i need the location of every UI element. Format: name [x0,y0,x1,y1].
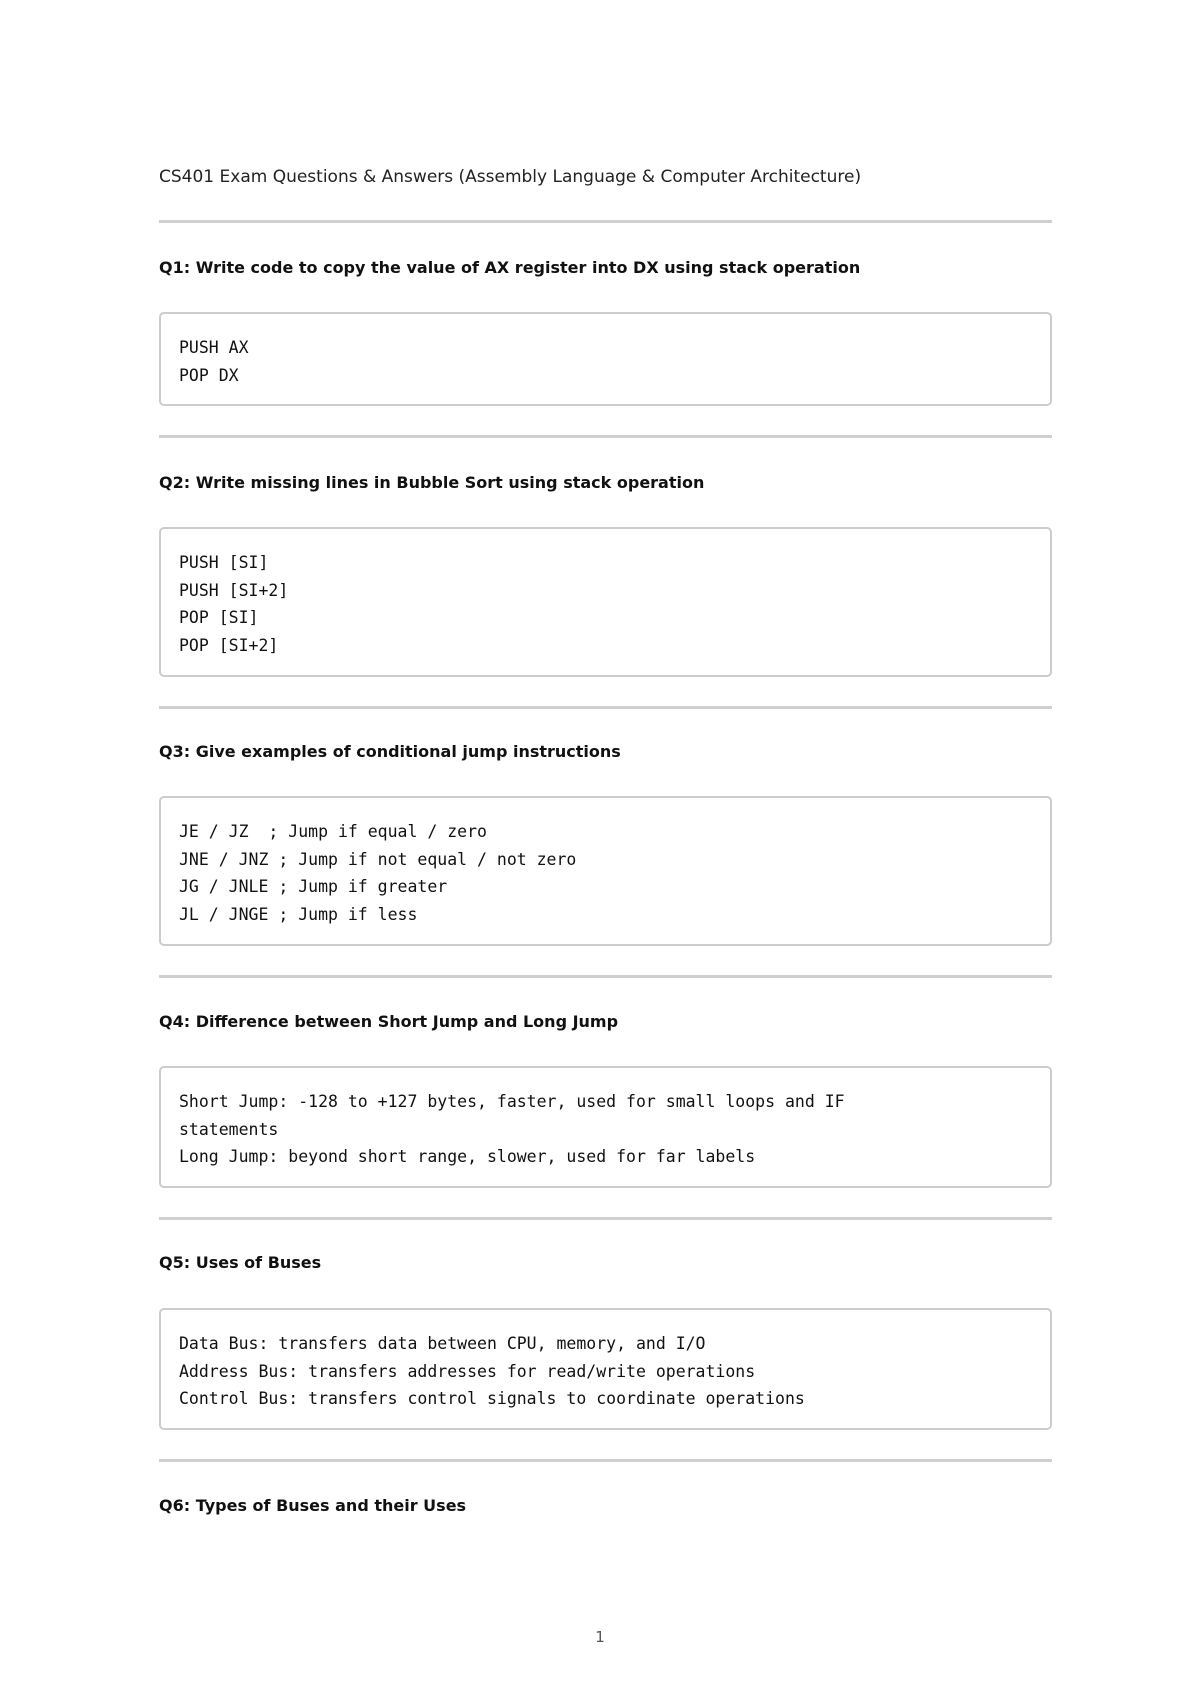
question-6-heading: Q6: Types of Buses and their Uses [159,1496,467,1515]
question-3-heading: Q3: Give examples of conditional jump instructions [159,742,621,761]
question-2-answer-box [159,527,1052,677]
question-5-heading: Q5: Uses of Buses [159,1253,322,1272]
code-line: Data Bus: transfers data between CPU, memory, and I/O [179,1334,706,1353]
page-number: 1 [595,1628,605,1646]
code-line: JE / JZ ; Jump if equal / zero [179,822,487,841]
code-line: PUSH AX [179,338,249,357]
section-divider [159,1217,1052,1220]
question-5-answer-box [159,1308,1052,1430]
code-line: POP [SI+2] [179,635,279,655]
document-title: CS401 Exam Questions & Answers (Assembly Language & Computer Architecture) [159,167,862,187]
code-line: JG / JNLE ; Jump if greater [179,877,448,896]
code-line: PUSH [SI+2] [179,580,289,600]
section-divider [159,706,1052,709]
code-line: JL / JNGE ; Jump if less [179,904,418,924]
question-1-answer-box [159,312,1052,406]
section-divider [159,1459,1052,1462]
code-line: POP DX [179,365,239,385]
question-4-answer-box [159,1066,1052,1188]
code-line: Control Bus: transfers control signals to coordinate operations [179,1389,805,1408]
section-divider [159,435,1052,438]
section-divider [159,220,1052,223]
code-line: POP [SI] [179,608,259,627]
code-line: statements [179,1119,279,1139]
code-line: Short Jump: -128 to +127 bytes, faster, used for small loops and IF [179,1092,845,1111]
code-line: JNE / JNZ ; Jump if not equal / not zero [179,849,577,869]
question-4-heading: Q4: Difference between Short Jump and Long Jump [159,1012,619,1031]
code-line: PUSH [SI] [179,553,269,572]
question-2-heading: Q2: Write missing lines in Bubble Sort using stack operation [159,473,705,492]
code-line: Address Bus: transfers addresses for read/write operations [179,1361,756,1381]
code-line: Long Jump: beyond short range, slower, used for far labels [179,1147,756,1166]
section-divider [159,975,1052,978]
question-3-answer-box [159,796,1052,946]
question-1-heading: Q1: Write code to copy the value of AX register into DX using stack operation [159,258,861,277]
